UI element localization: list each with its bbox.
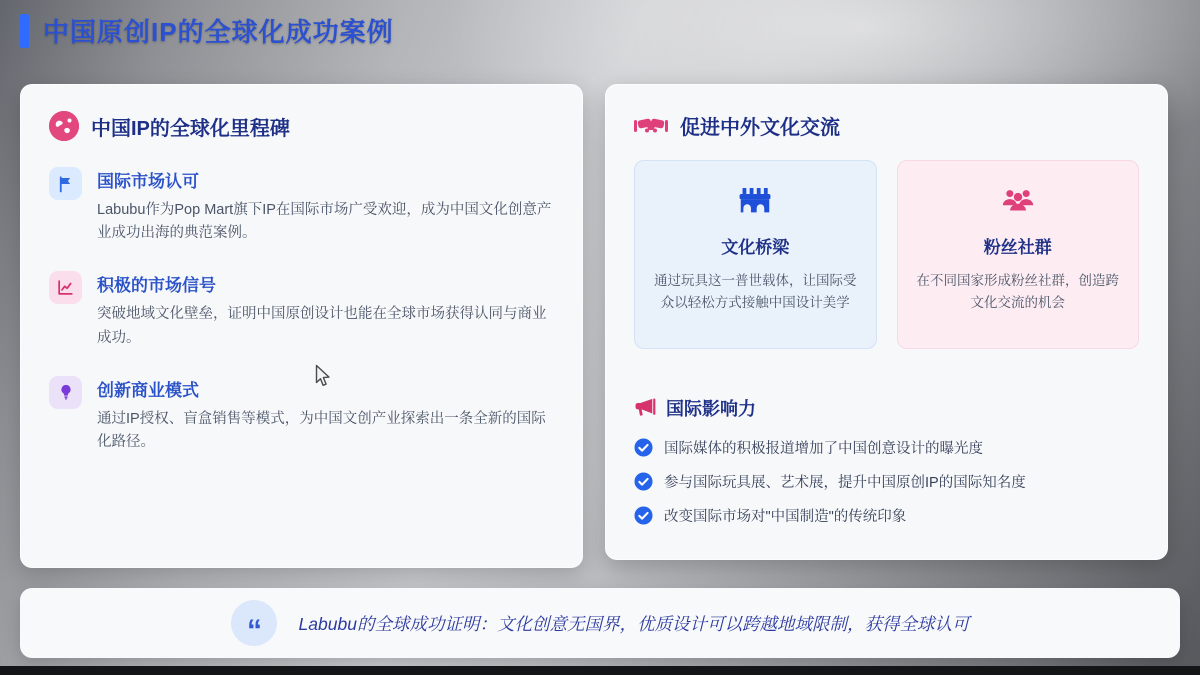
- megaphone-icon: [634, 398, 656, 418]
- feature-cards: [634, 160, 1139, 349]
- page-title: 中国原创IP的全球化成功案例: [43, 17, 394, 47]
- check-circle-icon: [634, 438, 653, 457]
- milestones-card-header: [49, 111, 554, 141]
- influence-item: [634, 471, 1139, 492]
- influence-text: 改变国际市场对"中国制造"的传统印象: [664, 509, 907, 525]
- milestone-title: 创新商业模式: [97, 380, 199, 400]
- influence-list: [634, 437, 1139, 526]
- users-icon: [916, 183, 1121, 217]
- influence-title: 国际影响力: [666, 399, 756, 419]
- quote-icon: “: [231, 600, 277, 646]
- exchange-card-title: 促进中外文化交流: [680, 117, 840, 139]
- milestone-market-signal: [49, 271, 554, 349]
- influence-item: [634, 505, 1139, 526]
- feature-body: 在不同国家形成粉丝社群，创造跨文化交流的机会: [916, 273, 1119, 311]
- page-header: [20, 12, 394, 49]
- influence-header: [634, 395, 1139, 421]
- check-circle-icon: [634, 506, 653, 525]
- milestone-body: 通过IP授权、盲盒销售等模式，为中国文创产业探索出一条全新的国际化路径。: [97, 410, 546, 450]
- mouse-cursor: [315, 364, 332, 388]
- milestones-card: [20, 84, 583, 568]
- milestones-card-title: 中国IP的全球化里程碑: [91, 117, 290, 140]
- milestone-body: 突破地域文化壁垒，证明中国原创设计也能在全球市场获得认同与商业成功。: [97, 306, 547, 346]
- exchange-card-header: [634, 111, 1139, 140]
- quote-text: Labubu的全球成功证明：文化创意无国界，优质设计可以跨越地域限制，获得全球认可: [298, 613, 970, 634]
- feature-title: 文化桥梁: [721, 238, 790, 257]
- feature-card-fan-community: [897, 160, 1140, 349]
- influence-item: [634, 437, 1139, 458]
- check-circle-icon: [634, 472, 653, 491]
- feature-title: 粉丝社群: [983, 238, 1052, 257]
- cultural-exchange-card: [605, 84, 1168, 560]
- feature-card-culture-bridge: [634, 160, 877, 349]
- milestone-international-recognition: [49, 167, 554, 245]
- globe-icon: [49, 111, 79, 141]
- feature-body: 通过玩具这一普世载体，让国际受众以轻松方式接触中国设计美学: [654, 273, 857, 311]
- influence-text: 参与国际玩具展、艺术展，提升中国原创IP的国际知名度: [664, 475, 1026, 491]
- handshake-icon: [634, 115, 668, 137]
- line-chart-icon: [49, 271, 82, 304]
- flag-icon: [49, 167, 82, 200]
- title-accent-bar: [20, 14, 29, 48]
- influence-section: [634, 395, 1139, 526]
- influence-text: 国际媒体的积极报道增加了中国创意设计的曝光度: [664, 441, 983, 457]
- letterbox-bar: [0, 666, 1200, 675]
- milestone-title: 积极的市场信号: [97, 276, 216, 296]
- bridge-icon: [653, 183, 858, 217]
- milestones-list: [49, 167, 554, 454]
- quote-bar: [20, 588, 1180, 658]
- milestone-business-model: [49, 376, 554, 454]
- lightbulb-icon: [49, 376, 82, 409]
- milestone-title: 国际市场认可: [97, 172, 199, 191]
- milestone-body: Labubu作为Pop Mart旗下IP在国际市场广受欢迎，成为中国文化创意产业成功出海的典范案例。: [97, 202, 552, 242]
